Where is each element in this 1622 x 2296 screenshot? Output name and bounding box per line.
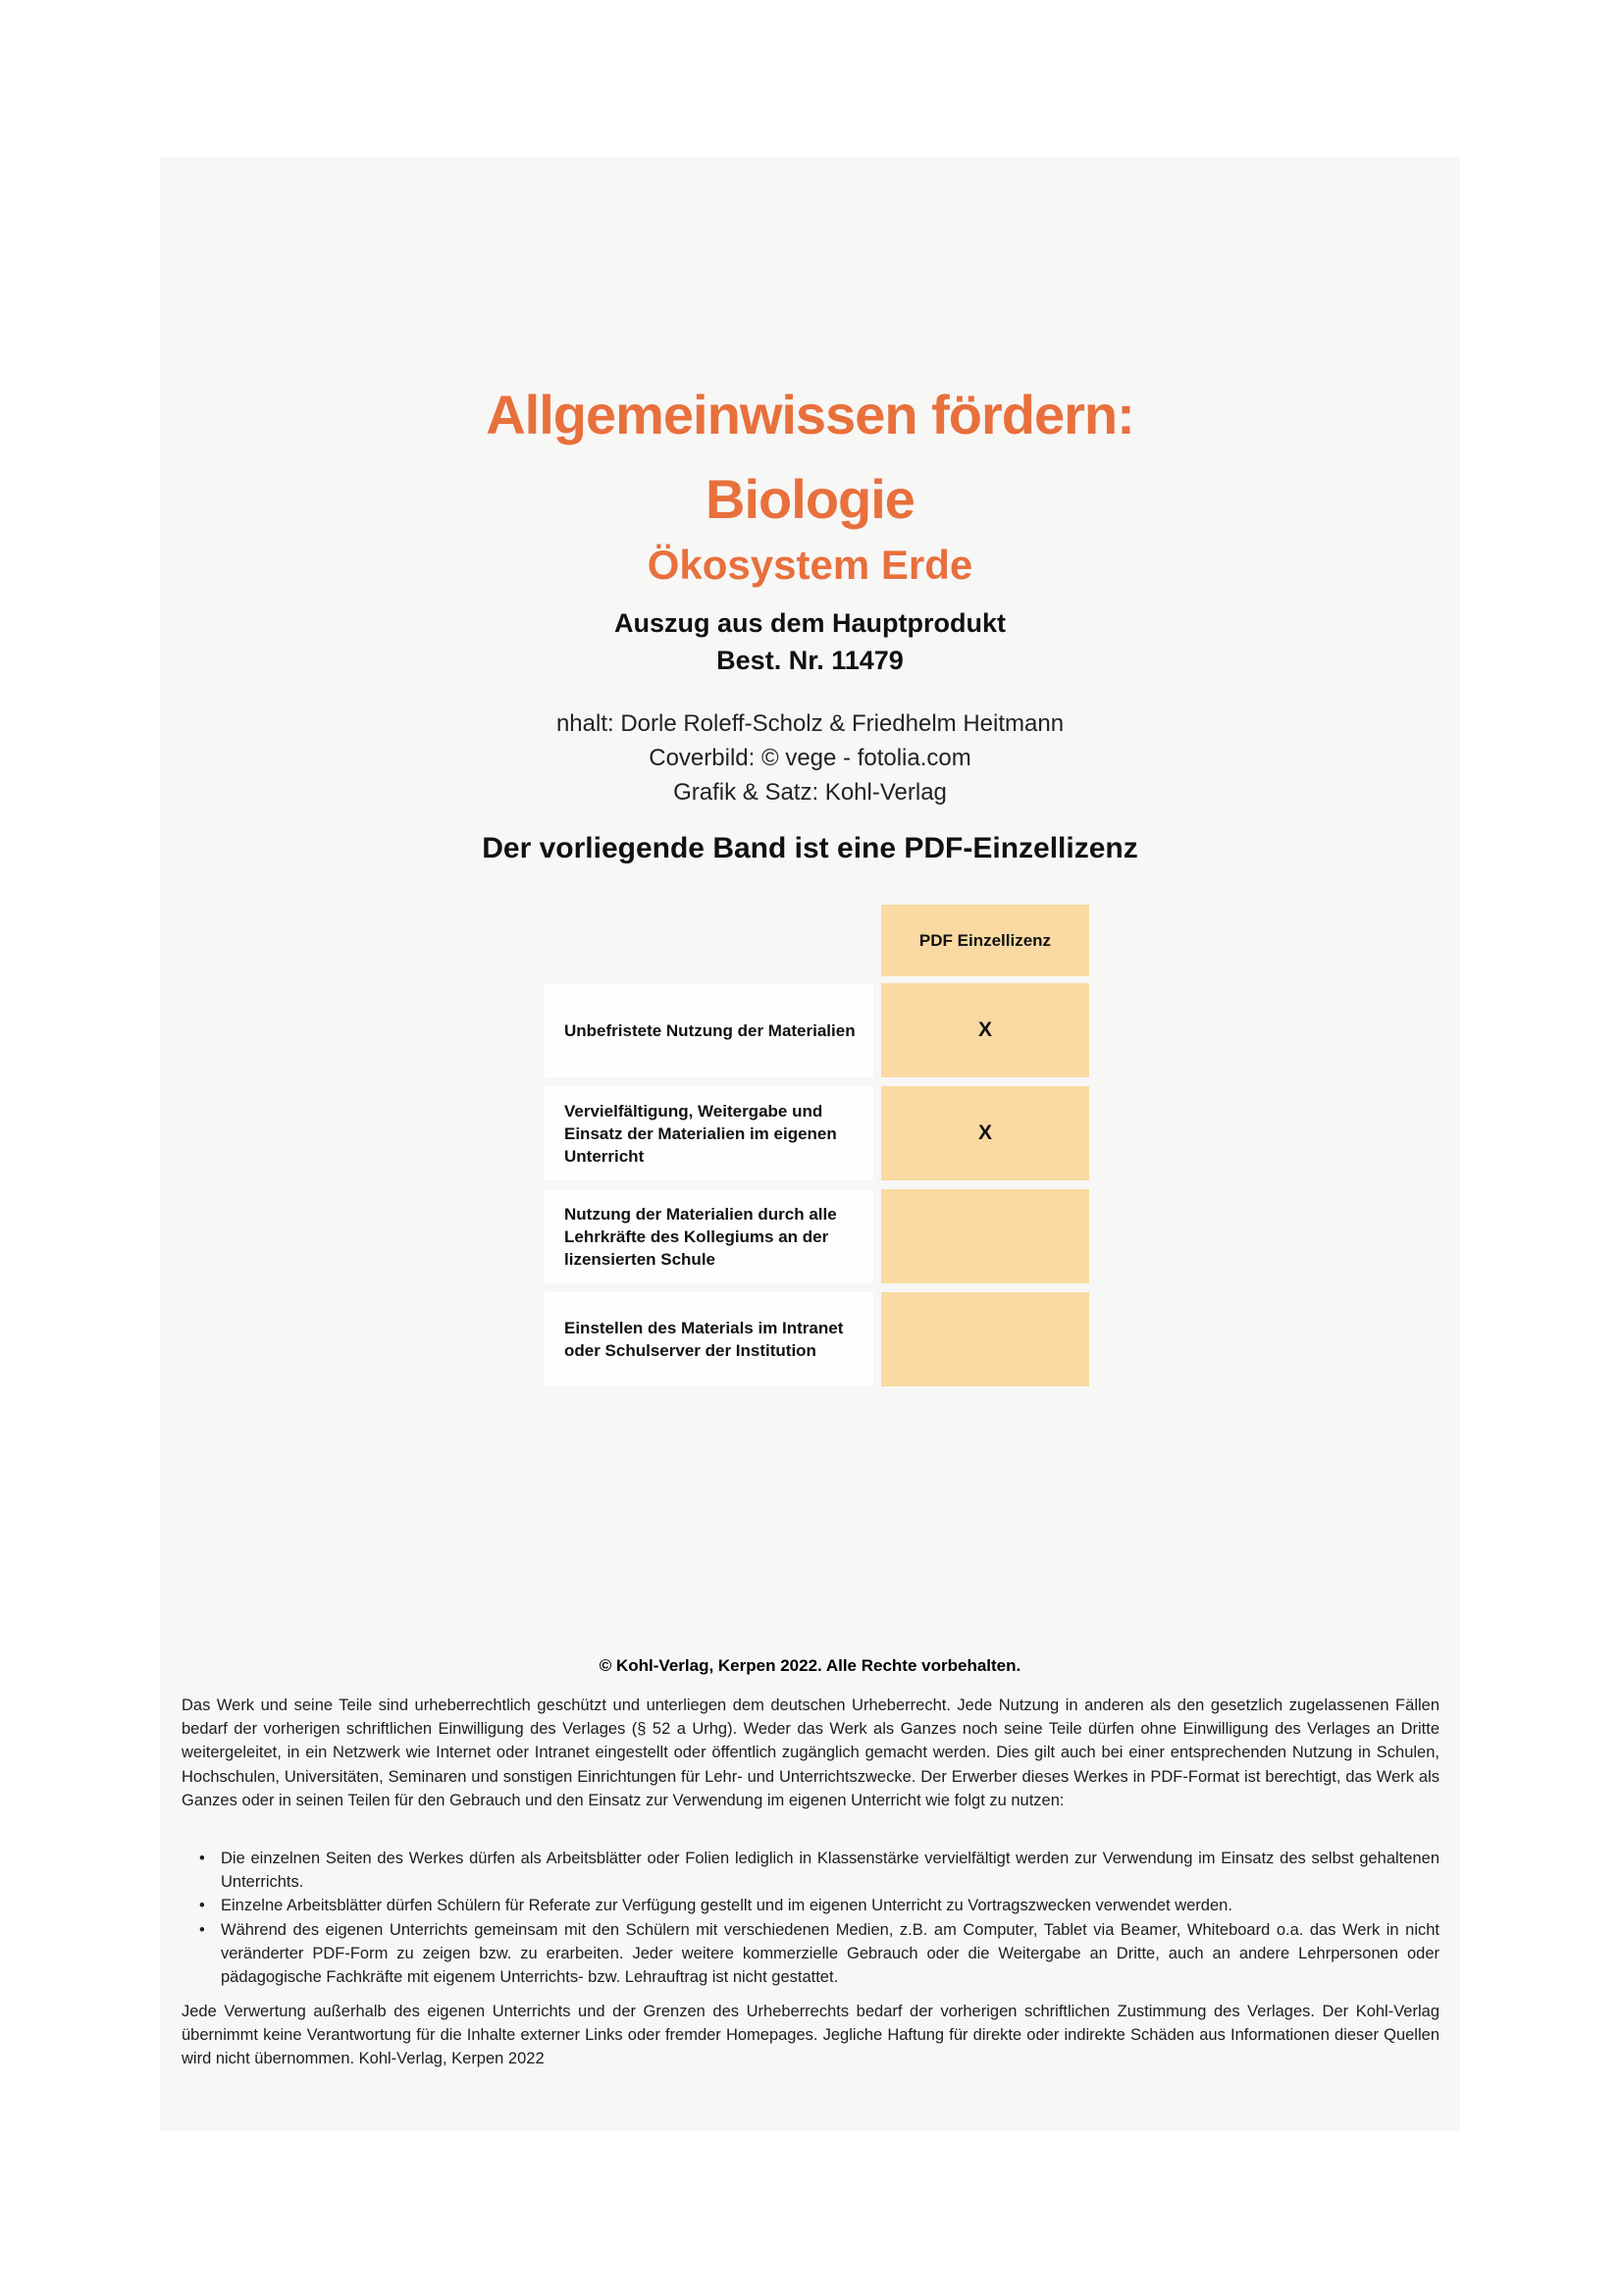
table-row-label: Einstellen des Materials im Intranet oder Schulserver der Institution bbox=[545, 1292, 873, 1386]
table-row-label: Nutzung der Materialien durch alle Lehrkräfte des Kollegiums an der lizensierten Schule bbox=[545, 1189, 873, 1283]
main-title-line2: Biologie bbox=[706, 468, 915, 530]
credits-block bbox=[160, 706, 1460, 809]
table-row-value: X bbox=[881, 1086, 1089, 1180]
series-subtitle: Ökosystem Erde bbox=[647, 542, 973, 588]
main-title-line1: Allgemeinwissen fördern: bbox=[486, 384, 1134, 445]
table-row-label: Vervielfältigung, Weitergabe und Einsatz der Materialien im eigenen Unterricht bbox=[545, 1086, 873, 1180]
legal-bullet-list bbox=[182, 1847, 1439, 1989]
legal-paragraph-1: Das Werk und seine Teile sind urheberrechtlich geschützt und unterliegen dem deutschen Urheberrecht. Jede Nutzung in anderen als den gesetzlich zugelassenen Fällen bedarf der vorherigen schriftlichen Einwilligung des Verlages (§ 52 a Urhg). Weder das Werk als Ganzes noch seine Teile dürfen ohne Einwilligung des Verlages an Dritte weitergeleitet, in ein Netzwerk wie Internet oder Intranet eingestellt oder öffentlich zugänglich gemacht werden. Dies gilt auch bei einer entsprechenden Nutzung in Schulen, Hochschulen, Universitäten, Seminaren und sonstigen Einrichtungen für Lehr- und Unterrichtszwecke. Der Erwerber dieses Werkes in PDF-Format ist berechtigt, das Werk als Ganzes oder in seinen Teilen für den Gebrauch und den Einsatz zur Verwendung im eigenen Unterricht wie folgt zu nutzen: bbox=[182, 1696, 1439, 1809]
copyright-line: © Kohl-Verlag, Kerpen 2022. Alle Rechte vorbehalten. bbox=[599, 1656, 1021, 1675]
order-number: Best. Nr. 11479 bbox=[716, 646, 904, 675]
pdf-page bbox=[160, 157, 1460, 2131]
table-row-value bbox=[881, 1189, 1089, 1283]
legal-bullet: • Die einzelnen Seiten des Werkes dürfen als Arbeitsblätter oder Folien lediglich in Klassenstärke vervielfältigt werden zur Verwendung im Einsatz des selbst gehaltenen Unterrichts. bbox=[182, 1847, 1439, 1894]
table-header-cell: PDF Einzellizenz bbox=[881, 905, 1089, 976]
table-row-value bbox=[881, 1292, 1089, 1386]
credit-line-content: nhalt: Dorle Roleff-Scholz & Friedhelm Heitmann bbox=[555, 710, 1065, 737]
credit-line-coverimage: Coverbild: © vege - fotolia.com bbox=[649, 745, 971, 771]
table-row-value: X bbox=[881, 983, 1089, 1077]
legal-paragraph-2: Jede Verwertung außerhalb des eigenen Unterrichts und der Grenzen des Urheberrechts bedarf der vorherigen schriftlichen Zustimmung des Verlages. Der Kohl-Verlag übernimmt keine Verantwortung für die Inhalte externer Links oder fremder Homepages. Jegliche Haftung für direkte oder indirekte Schäden aus Informationen dieser Quellen wird nicht übernommen. Kohl-Verlag, Kerpen 2022 bbox=[182, 2003, 1439, 2068]
excerpt-info bbox=[160, 604, 1460, 679]
excerpt-line1: Auszug aus dem Hauptprodukt bbox=[613, 608, 1006, 638]
credit-line-layout: Grafik & Satz: Kohl-Verlag bbox=[673, 779, 947, 806]
legal-bullet: • Einzelne Arbeitsblätter dürfen Schülern für Referate zur Verfügung gestellt und im eigenen Unterricht zu Vortragszwecken verwendet werden. bbox=[182, 1894, 1439, 1917]
legal-bullet: • Während des eigenen Unterrichts gemeinsam mit den Schülern mit verschiedenen Medien, z.B. am Computer, Tablet via Beamer, Whiteboard o.a. das Werk in nicht veränderter PDF-Form zu zeigen bzw. zu erarbeiten. Jeder weitere kommerzielle Gebrauch oder die Weitergabe an Dritte, auch an andere Lehrpersonen oder pädagogische Fachkräfte mit eigenem Unterrichts- bzw. Lehrauftrag ist nicht gestattet. bbox=[182, 1918, 1439, 1990]
license-heading: Der vorliegende Band ist eine PDF-Einzellizenz bbox=[482, 832, 1138, 864]
table-row-label: Unbefristete Nutzung der Materialien bbox=[545, 983, 873, 1077]
